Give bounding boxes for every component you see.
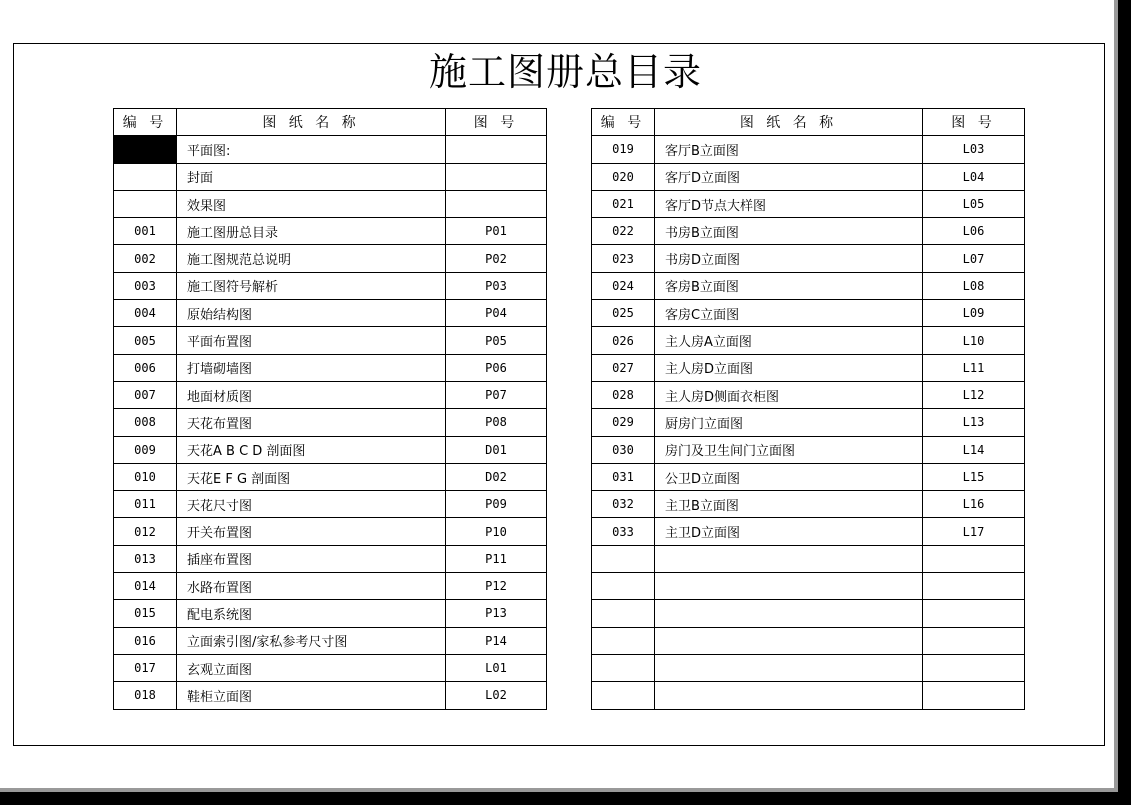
row-drawing-name: 主卫B立面图 (655, 491, 923, 518)
table-row (592, 654, 1025, 681)
row-number (114, 190, 177, 217)
table-row (592, 381, 1025, 408)
row-drawing-code: L16 (923, 491, 1025, 518)
row-number: 020 (592, 163, 655, 190)
table-row (114, 381, 547, 408)
table-row (114, 163, 547, 190)
table-row (592, 245, 1025, 272)
row-drawing-code: P11 (446, 545, 547, 572)
row-drawing-code: L05 (923, 190, 1025, 217)
row-drawing-name: 客房C立面图 (655, 300, 923, 327)
row-number: 012 (114, 518, 177, 545)
row-drawing-name: 施工图册总目录 (177, 218, 446, 245)
header-drawing-name: 图 纸 名 称 (177, 109, 446, 136)
row-number (114, 163, 177, 190)
page-shadow-bottom (0, 792, 1131, 805)
row-drawing-name: 天花E F G 剖面图 (177, 463, 446, 490)
row-number: 024 (592, 272, 655, 299)
row-number (592, 545, 655, 572)
table-row (592, 136, 1025, 163)
row-drawing-name: 主卫D立面图 (655, 518, 923, 545)
row-number: 017 (114, 654, 177, 681)
row-number: 007 (114, 381, 177, 408)
table-row (114, 190, 547, 217)
row-drawing-name: 效果图 (177, 190, 446, 217)
table-row (592, 436, 1025, 463)
table-row (592, 573, 1025, 600)
row-drawing-name: 客厅D立面图 (655, 163, 923, 190)
row-drawing-code: L11 (923, 354, 1025, 381)
row-drawing-code: L17 (923, 518, 1025, 545)
row-number: 029 (592, 409, 655, 436)
row-drawing-name: 水路布置图 (177, 573, 446, 600)
row-number (592, 600, 655, 627)
row-number (592, 654, 655, 681)
row-number: 010 (114, 463, 177, 490)
row-drawing-code: L07 (923, 245, 1025, 272)
table-row (114, 300, 547, 327)
row-drawing-name (655, 573, 923, 600)
row-drawing-name: 主人房D侧面衣柜图 (655, 381, 923, 408)
row-number: 032 (592, 491, 655, 518)
row-number: 011 (114, 491, 177, 518)
table-row (114, 463, 547, 490)
table-row (592, 600, 1025, 627)
row-drawing-name: 地面材质图 (177, 381, 446, 408)
table-row (114, 136, 547, 163)
table-row (114, 409, 547, 436)
table-row (114, 518, 547, 545)
table-row (114, 627, 547, 654)
row-drawing-code: P07 (446, 381, 547, 408)
row-drawing-name: 立面索引图/家私参考尺寸图 (177, 627, 446, 654)
row-drawing-code: D02 (446, 463, 547, 490)
row-number: 027 (592, 354, 655, 381)
row-drawing-name: 打墙砌墙图 (177, 354, 446, 381)
row-number: 023 (592, 245, 655, 272)
row-drawing-name: 施工图符号解析 (177, 272, 446, 299)
row-number: 030 (592, 436, 655, 463)
row-drawing-name (655, 682, 923, 709)
row-number (592, 627, 655, 654)
row-number (114, 136, 177, 163)
table-row (592, 272, 1025, 299)
table-row (592, 627, 1025, 654)
row-drawing-code: P03 (446, 272, 547, 299)
row-drawing-code: L15 (923, 463, 1025, 490)
table-row (114, 654, 547, 681)
row-drawing-code: L10 (923, 327, 1025, 354)
row-drawing-code: P09 (446, 491, 547, 518)
row-drawing-code: L02 (446, 682, 547, 709)
row-drawing-name: 玄观立面图 (177, 654, 446, 681)
table-row (592, 190, 1025, 217)
table-row (114, 600, 547, 627)
row-drawing-name: 原始结构图 (177, 300, 446, 327)
row-number: 008 (114, 409, 177, 436)
table-row (592, 300, 1025, 327)
row-number: 021 (592, 190, 655, 217)
row-drawing-name (655, 627, 923, 654)
header-number: 编 号 (592, 109, 655, 136)
row-drawing-name: 书房D立面图 (655, 245, 923, 272)
row-drawing-code: P13 (446, 600, 547, 627)
row-number: 016 (114, 627, 177, 654)
row-drawing-code: L06 (923, 218, 1025, 245)
row-drawing-name: 客厅B立面图 (655, 136, 923, 163)
row-drawing-name: 厨房门立面图 (655, 409, 923, 436)
row-drawing-code: L13 (923, 409, 1025, 436)
table-row (114, 491, 547, 518)
table-row (592, 354, 1025, 381)
row-number: 005 (114, 327, 177, 354)
row-number: 002 (114, 245, 177, 272)
row-drawing-code: P01 (446, 218, 547, 245)
table-row (592, 463, 1025, 490)
table-row (114, 327, 547, 354)
row-drawing-name: 天花尺寸图 (177, 491, 446, 518)
table-row (592, 545, 1025, 572)
table-row (592, 682, 1025, 709)
row-drawing-name: 房门及卫生间门立面图 (655, 436, 923, 463)
index-table-left-body (114, 136, 547, 709)
row-number (592, 682, 655, 709)
row-drawing-name: 开关布置图 (177, 518, 446, 545)
row-drawing-name: 平面图: (177, 136, 446, 163)
row-drawing-name: 客房B立面图 (655, 272, 923, 299)
page-shadow-right (1118, 0, 1131, 805)
index-table-left (113, 108, 547, 710)
row-drawing-code: L09 (923, 300, 1025, 327)
table-header-row (592, 109, 1025, 136)
header-drawing-name: 图 纸 名 称 (655, 109, 923, 136)
row-number: 013 (114, 545, 177, 572)
row-drawing-code: L04 (923, 163, 1025, 190)
row-drawing-name: 公卫D立面图 (655, 463, 923, 490)
row-number: 006 (114, 354, 177, 381)
table-row (114, 245, 547, 272)
row-drawing-code (446, 136, 547, 163)
header-number: 编 号 (114, 109, 177, 136)
row-drawing-name: 鞋柜立面图 (177, 682, 446, 709)
row-number: 026 (592, 327, 655, 354)
table-row (592, 163, 1025, 190)
row-drawing-code (923, 627, 1025, 654)
row-drawing-code: P06 (446, 354, 547, 381)
row-number: 022 (592, 218, 655, 245)
row-drawing-code: P12 (446, 573, 547, 600)
row-drawing-name: 书房B立面图 (655, 218, 923, 245)
row-drawing-code (923, 573, 1025, 600)
row-drawing-code: P04 (446, 300, 547, 327)
row-drawing-code (923, 545, 1025, 572)
row-drawing-code (923, 654, 1025, 681)
table-row (592, 491, 1025, 518)
table-row (114, 354, 547, 381)
table-row (592, 518, 1025, 545)
row-drawing-code (446, 190, 547, 217)
row-number: 003 (114, 272, 177, 299)
row-drawing-code: P02 (446, 245, 547, 272)
row-drawing-code: D01 (446, 436, 547, 463)
row-number: 033 (592, 518, 655, 545)
row-drawing-name: 平面布置图 (177, 327, 446, 354)
table-row (592, 409, 1025, 436)
row-drawing-name (655, 654, 923, 681)
index-table-right-body (592, 136, 1025, 709)
row-number: 028 (592, 381, 655, 408)
row-drawing-name: 配电系统图 (177, 600, 446, 627)
row-drawing-code (923, 600, 1025, 627)
row-drawing-code: P08 (446, 409, 547, 436)
index-table-right (591, 108, 1025, 710)
header-drawing-code: 图 号 (446, 109, 547, 136)
row-number: 015 (114, 600, 177, 627)
header-drawing-code: 图 号 (923, 109, 1025, 136)
row-number: 019 (592, 136, 655, 163)
row-number: 001 (114, 218, 177, 245)
table-row (114, 682, 547, 709)
table-row (114, 545, 547, 572)
page-title: 施工图册总目录 (428, 50, 702, 94)
row-drawing-name: 施工图规范总说明 (177, 245, 446, 272)
row-drawing-name (655, 545, 923, 572)
row-drawing-name: 天花布置图 (177, 409, 446, 436)
table-header-row (114, 109, 547, 136)
row-drawing-code: P14 (446, 627, 547, 654)
row-drawing-name: 封面 (177, 163, 446, 190)
table-row (114, 218, 547, 245)
row-number: 018 (114, 682, 177, 709)
row-drawing-code: L12 (923, 381, 1025, 408)
row-drawing-code: L14 (923, 436, 1025, 463)
row-drawing-code: P10 (446, 518, 547, 545)
row-number: 014 (114, 573, 177, 600)
row-drawing-code (446, 163, 547, 190)
table-row (592, 327, 1025, 354)
row-number: 031 (592, 463, 655, 490)
row-drawing-name: 天花A B C D 剖面图 (177, 436, 446, 463)
row-drawing-name (655, 600, 923, 627)
row-number: 009 (114, 436, 177, 463)
row-drawing-name: 主人房A立面图 (655, 327, 923, 354)
row-drawing-code: P05 (446, 327, 547, 354)
row-drawing-name: 主人房D立面图 (655, 354, 923, 381)
row-drawing-code: L01 (446, 654, 547, 681)
row-drawing-name: 插座布置图 (177, 545, 446, 572)
table-row (114, 272, 547, 299)
row-number: 004 (114, 300, 177, 327)
row-drawing-code: L08 (923, 272, 1025, 299)
row-drawing-code: L03 (923, 136, 1025, 163)
row-number (592, 573, 655, 600)
table-row (114, 436, 547, 463)
row-number: 025 (592, 300, 655, 327)
row-drawing-name: 客厅D节点大样图 (655, 190, 923, 217)
table-row (114, 573, 547, 600)
table-row (592, 218, 1025, 245)
row-drawing-code (923, 682, 1025, 709)
